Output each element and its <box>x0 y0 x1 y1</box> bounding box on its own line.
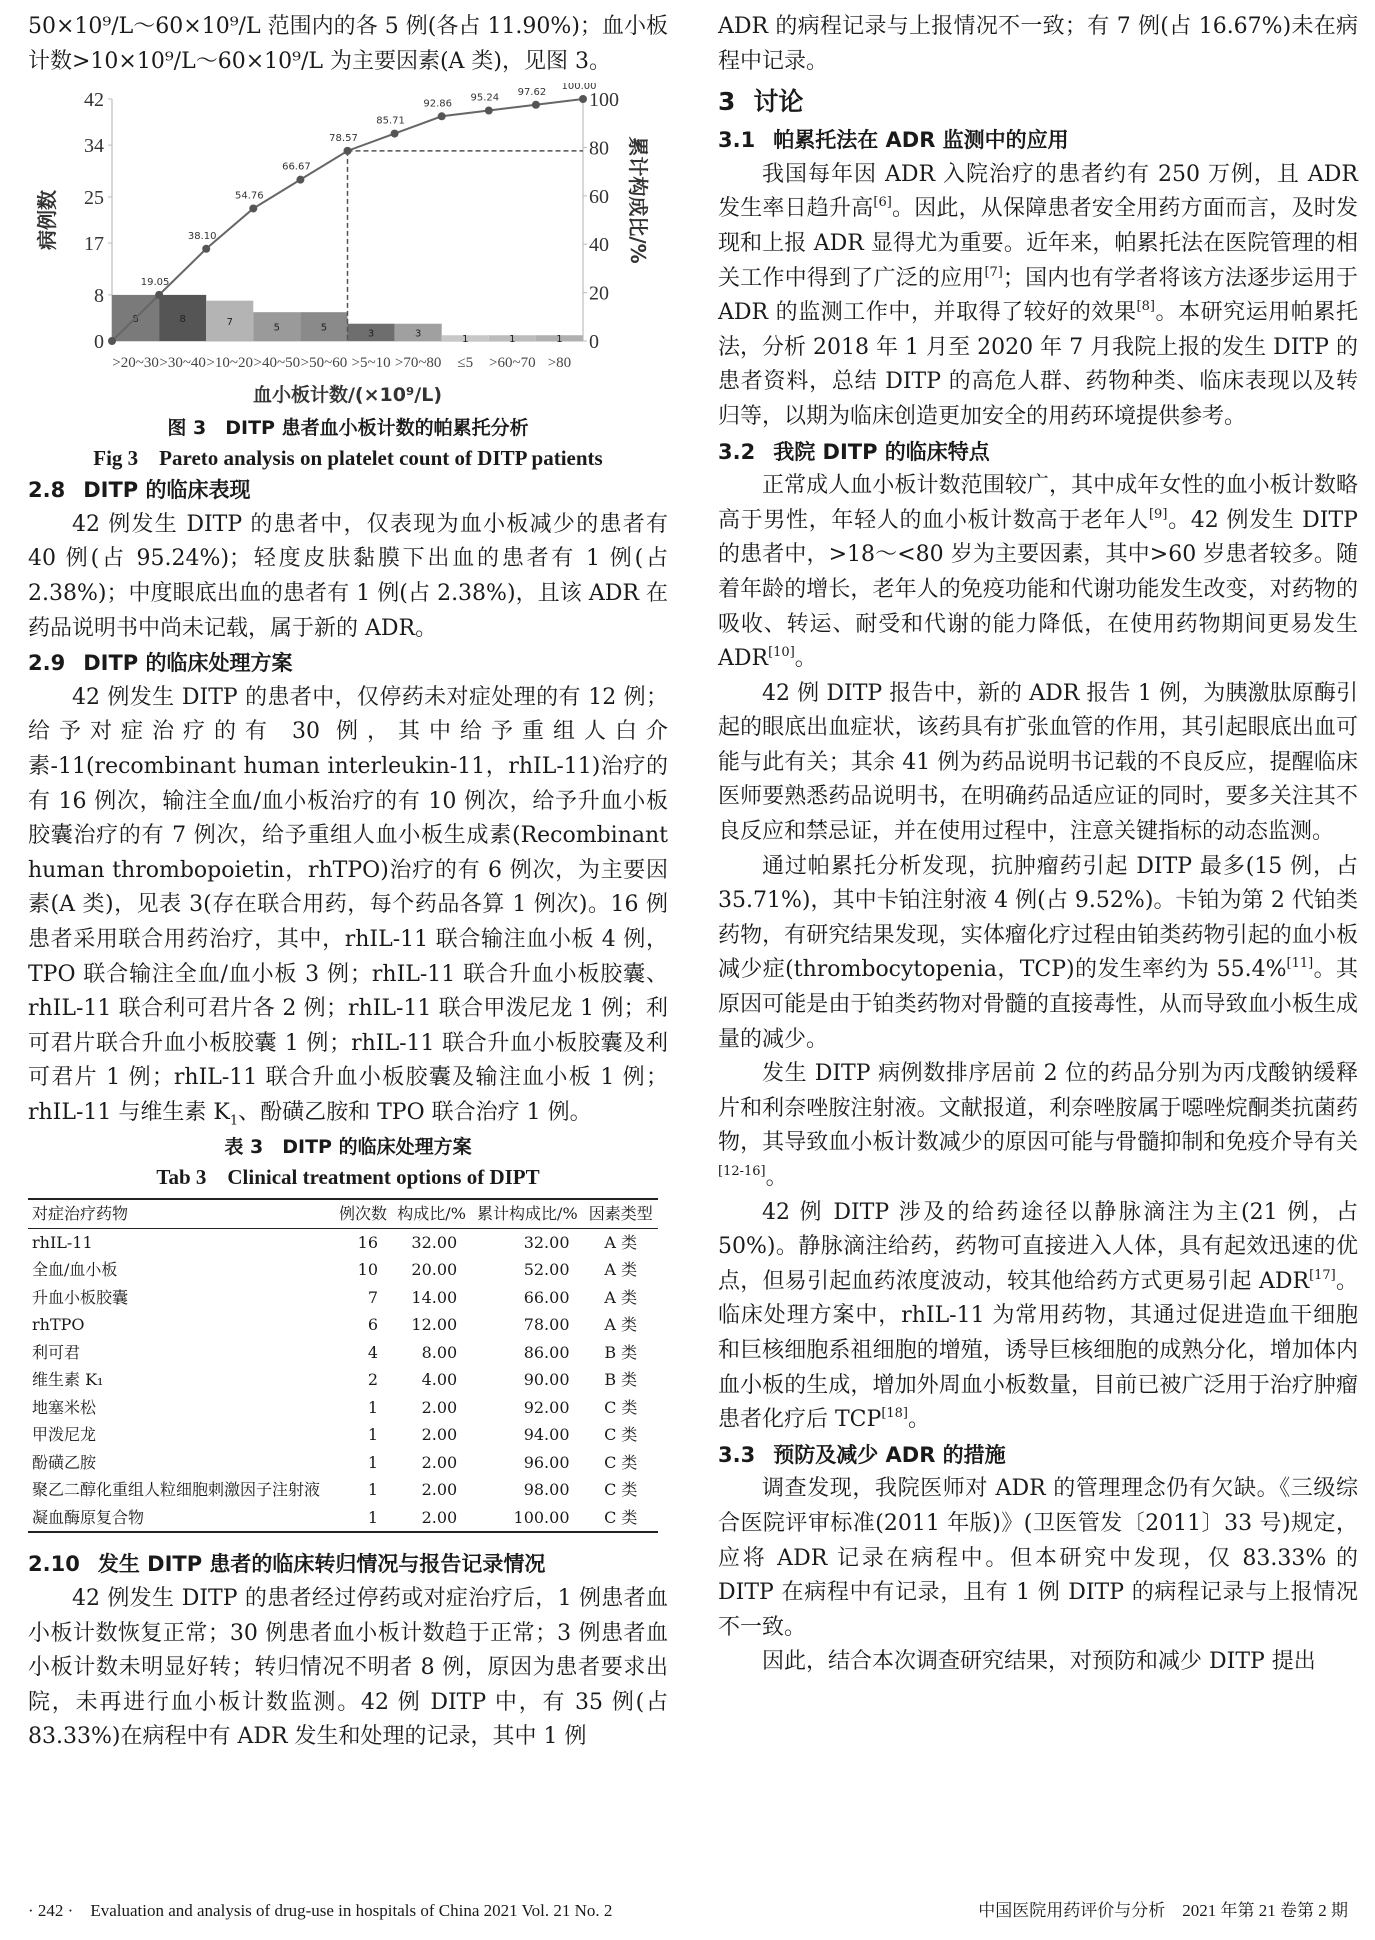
table-cell: C 类 <box>604 1507 638 1527</box>
table-cell: C 类 <box>604 1397 638 1417</box>
cumulative-label: 19.05 <box>140 277 170 289</box>
text-run: 。其原因可能是由于铂类药物对骨髓的直接毒性，从而导致血小板生成量的减少。 <box>718 957 1358 1052</box>
section-title: 发生 DITP 患者的临床转归情况与报告记录情况 <box>97 1552 546 1577</box>
text-run: 我国每年因 ADR 入院治疗的患者约有 250 万例，且 ADR 发生率日趋升高 <box>718 161 1358 222</box>
table-cell: 12.00 <box>411 1315 458 1335</box>
table-cell: 甲泼尼龙 <box>32 1425 97 1445</box>
table-cell: 8.00 <box>421 1342 458 1362</box>
column-header: 构成比/% <box>397 1204 466 1224</box>
table-cell: 全血/血小板 <box>32 1260 118 1280</box>
table-caption-en: Tab 3 Clinical treatment options of DIPT <box>156 1165 540 1190</box>
text-run: 正常成人血小板计数范围较广，其中成年女性的血小板计数略高于男性，年轻人的血小板计数高于老年人 <box>718 473 1358 533</box>
section-3-2-paragraph-3 <box>718 850 1358 1058</box>
table-row <box>28 1366 658 1394</box>
x-tick-label: >10~20 <box>206 355 254 372</box>
text-run: 。本研究运用帕累托法，分析 2018 年 1 月至 2020 年 7 月我院上报的发生 DITP 的患者资料，总结 DITP 的高危人群、药物种类、临床表现以及转归等，以期为临床创造更加安全的用药环境提供参考。 <box>718 300 1358 429</box>
table-row <box>28 1504 658 1533</box>
cumulative-label: 66.67 <box>282 161 311 173</box>
section-3-3-paragraph-2: 因此，结合本次调查研究结果，对预防和减少 DITP 提出 <box>762 1649 1316 1675</box>
text-run: 。 <box>765 1165 788 1190</box>
bar-label: 3 <box>414 328 422 340</box>
table-cell: 86.00 <box>523 1342 570 1362</box>
table-row <box>28 1284 658 1312</box>
column-header: 例次数 <box>339 1204 388 1224</box>
table-cell: 20.00 <box>411 1260 458 1280</box>
table-cell: 52.00 <box>523 1260 570 1280</box>
section-3-2-paragraph-5 <box>718 1196 1358 1438</box>
table-row <box>28 1256 658 1284</box>
table-row <box>28 1311 658 1339</box>
footer-right: 中国医院用药评价与分析 2021 年第 21 卷第 2 期 <box>978 1901 1348 1920</box>
x-axis-title: 血小板计数/(×10⁹/L) <box>252 384 443 407</box>
citation: [6] <box>873 195 892 211</box>
table-cell: 32.00 <box>411 1232 458 1252</box>
cumulative-point <box>296 176 304 184</box>
y-tick-label: 25 <box>84 187 104 210</box>
x-tick-label: >30~40 <box>159 355 206 372</box>
section-3-2-paragraph-2: 42 例 DITP 报告中，新的 ADR 报告 1 例，为胰激肽原酶引起的眼底出血症状，该药具有扩张血管的作用，其引起眼底出血可能与此有关；其余 41 例为药品说明书记载的不良反应，提醒临床医师要熟悉药品说明书，在明确药品适应证的同时，要多关注其不良反应和禁忌证，并在使用过程中，注意关键指标的动态监测。 <box>718 680 1358 845</box>
cumulative-point <box>249 205 257 213</box>
section-3-2-paragraph-1 <box>718 469 1358 677</box>
table-cell: 1 <box>367 1425 378 1445</box>
section-2-8-heading <box>28 473 668 508</box>
subscript: 1 <box>229 1113 239 1129</box>
x-tick-label: >20~30 <box>112 355 159 372</box>
pareto-chart-svg <box>28 83 668 413</box>
bar-label: 5 <box>273 322 281 334</box>
cumulative-point <box>391 130 399 138</box>
y-tick-label: 34 <box>84 135 104 158</box>
citation: [7] <box>984 264 1003 280</box>
citation: [9] <box>1148 506 1168 522</box>
text-run: 通过帕累托分析发现，抗肿瘤药引起 DITP 最多(15 例，占 35.71%)，其中卡铂注射液 4 例(占 9.52%)。卡铂为第 2 代铂类药物，有研究结果发现，实体瘤化疗过程由铂类药物引起的血小板减少症(thrombocytopenia，TCP)的发生率约为 55.4% <box>718 853 1358 983</box>
bar-label: 5 <box>320 322 328 334</box>
table-cell: 4.00 <box>421 1370 458 1390</box>
cumulative-point <box>485 107 493 115</box>
x-tick-label: >50~60 <box>300 355 348 372</box>
citation: [8] <box>1136 299 1155 315</box>
right-column <box>718 10 1358 1680</box>
table-cell: 2.00 <box>421 1480 458 1500</box>
section-3-heading <box>718 83 1358 121</box>
citation: [17] <box>1309 1267 1336 1283</box>
table-row <box>28 1449 658 1477</box>
y-tick-label: 8 <box>94 285 104 308</box>
table-cell: 1 <box>367 1480 378 1500</box>
table-cell: 78.00 <box>523 1315 570 1335</box>
x-tick-label: >70~80 <box>394 355 442 372</box>
table-cell: A 类 <box>604 1232 638 1252</box>
y2-tick-label: 60 <box>589 185 609 208</box>
bar-label: 7 <box>226 317 233 329</box>
citation: [12-16] <box>718 1164 766 1179</box>
y-tick-label: 42 <box>84 89 104 112</box>
table-cell: rhIL-11 <box>32 1232 93 1252</box>
citation: [10] <box>768 645 795 661</box>
y2-tick-label: 40 <box>589 234 609 257</box>
section-title: 帕累托法在 ADR 监测中的应用 <box>773 128 1069 153</box>
section-number: 3 <box>718 87 736 117</box>
cumulative-point <box>532 101 540 109</box>
column-header: 因素类型 <box>588 1204 653 1224</box>
table-cell: 2.00 <box>421 1507 458 1527</box>
text-run: ；国内也有学者将该方法逐步运用于 ADR 的监测工作中，并取得了较好的效果 <box>718 265 1358 326</box>
table-cell: 100.00 <box>513 1507 570 1527</box>
section-title: 预防及减少 ADR 的措施 <box>773 1442 1006 1467</box>
table-cell: A 类 <box>604 1287 638 1307</box>
section-3-1-paragraph <box>718 158 1358 435</box>
table-cell: B 类 <box>604 1342 638 1362</box>
y2-tick-label: 20 <box>589 282 609 305</box>
cumulative-point <box>202 245 210 253</box>
x-tick-label: ≤5 <box>457 355 474 372</box>
table-cell: 92.00 <box>523 1397 570 1417</box>
table-cell: 维生素 K₁ <box>32 1370 104 1390</box>
table-cell: C 类 <box>604 1480 638 1500</box>
section-3-2-heading <box>718 435 1358 470</box>
text-run: 。因此，从保障患者安全用药方面而言，及时发现和上报 ADR 显得尤为重要。近年来，帕累托法在医院管理的相关工作中得到了广泛的应用 <box>718 196 1358 291</box>
left-column <box>28 10 668 1755</box>
section-2-10-paragraph: 42 例发生 DITP 的患者经过停药或对症治疗后，1 例患者血小板计数恢复正常；30 例患者血小板计数趋于正常；3 例患者血小板计数未明显好转；转归情况不明者 8 例，原因为患者要求出院，未再进行血小板计数监测。42 例 DITP 中，有 35 例(占 83.33%)在病程中有 ADR 发生和处理的记录，其中 1 例 <box>28 1586 668 1750</box>
bar-label: 8 <box>132 314 139 326</box>
table-cell: A 类 <box>604 1315 638 1335</box>
table-cell: 6 <box>367 1315 378 1335</box>
table-cell: 酚磺乙胺 <box>32 1452 97 1472</box>
figure-caption-en: Fig 3 Pareto analysis on platelet count of DITP patients <box>93 446 603 471</box>
continued-paragraph: ADR 的病程记录与上报情况不一致；有 7 例(占 16.67%)未在病程中记录。 <box>718 14 1358 74</box>
text-run: 。临床处理方案中，rhIL-11 为常用药物，其通过促进造血干细胞和巨核细胞系祖细胞的增殖，诱导巨核细胞的成熟分化，增加体内血小板的生成，增加外周血小板数量，目前已被广泛用于治疗肿瘤患者化疗后 TCP <box>718 1268 1358 1433</box>
cumulative-label: 97.62 <box>517 86 547 98</box>
text-run: 42 例 DITP 涉及的给药途径以静脉滴注为主(21 例，占 50%)。静脉滴注给药，药物可直接进入人体，具有起效迅速的优点，但易引起血药浓度波动，较其他给药方式更易引起 ADR <box>718 1199 1358 1294</box>
column-header: 对症治疗药物 <box>32 1204 129 1224</box>
column-header: 累计构成比/% <box>477 1204 578 1224</box>
table-row <box>28 1394 658 1422</box>
cumulative-label: 54.76 <box>234 190 264 202</box>
table-cell: 2 <box>367 1370 378 1390</box>
table-cell: 94.00 <box>523 1425 570 1445</box>
section-title: DITP 的临床表现 <box>83 478 251 503</box>
table-cell: 96.00 <box>523 1452 570 1472</box>
bar-label: 1 <box>509 334 516 346</box>
table-cell: 7 <box>367 1287 378 1307</box>
table-cell: 凝血酶原复合物 <box>32 1507 145 1527</box>
cumulative-label: 78.57 <box>329 133 358 145</box>
table-cell: 10 <box>357 1260 378 1280</box>
cumulative-point <box>155 291 163 299</box>
table-cell: A 类 <box>604 1260 638 1280</box>
table-cell: 1 <box>367 1507 378 1527</box>
table-row <box>28 1228 658 1256</box>
y2-axis-title: 累计构成比/% <box>626 136 650 264</box>
text-run: 。42 例发生 DITP 的患者中，>18～<80 岁为主要因素，其中>60 岁患者较多。随着年龄的增长，老年人的免疫功能和代谢功能发生改变，对药物的吸收、转运、耐受和代谢的能力降低，在使用药物期间更易发生 ADR <box>718 507 1358 672</box>
x-tick-label: >60~70 <box>489 355 536 372</box>
table-cell: 1 <box>367 1397 378 1417</box>
figure-caption-cn: 图 3 DITP 患者血小板计数的帕累托分析 <box>167 417 529 440</box>
table-cell: 16 <box>357 1232 378 1252</box>
y2-tick-label: 0 <box>589 331 599 354</box>
cumulative-label: 38.10 <box>187 230 217 242</box>
section-3-3-paragraph-1: 调查发现，我院医师对 ADR 的管理理念仍有欠缺。《三级综合医院评审标准(2011 年版)》(卫医管发〔2011〕33 号)规定，应将 ADR 记录在病程中。但本研究中发现，仅 83.33% 的 DITP 在病程中有记录，且有 1 例 DITP 的病程记录与上报情况不一致。 <box>718 1476 1358 1640</box>
cumulative-label: 85.71 <box>376 115 405 127</box>
cumulative-label: 92.86 <box>423 98 453 110</box>
section-title: 我院 DITP 的临床特点 <box>773 439 990 464</box>
table-cell: 地塞米松 <box>32 1397 97 1417</box>
table-cell: B 类 <box>604 1370 638 1390</box>
table-cell: 4 <box>367 1342 378 1362</box>
bar-label: 3 <box>367 328 375 340</box>
table-row <box>28 1421 658 1449</box>
y-axis-title: 病例数 <box>35 190 59 251</box>
table-cell: C 类 <box>604 1425 638 1445</box>
y-tick-label: 17 <box>84 233 104 256</box>
pareto-chart <box>28 83 668 413</box>
x-tick-label: >80 <box>547 355 572 372</box>
text-run: 、酚磺乙胺和 TPO 联合治疗 1 例。 <box>238 1099 592 1125</box>
table-cell: 66.00 <box>523 1287 570 1307</box>
section-number: 3.2 <box>718 439 756 464</box>
table-cell: 98.00 <box>523 1480 570 1500</box>
text-run: 。 <box>908 1407 931 1433</box>
citation: [18] <box>881 1406 908 1422</box>
section-number: 3.1 <box>718 128 756 153</box>
section-2-9-paragraph <box>28 681 668 1131</box>
cumulative-label: 100.00 <box>561 83 597 93</box>
bar-label: 1 <box>462 334 469 346</box>
section-number: 3.3 <box>718 1442 756 1467</box>
text-run: 发生 DITP 病例数排序居前 2 位的药品分别为丙戊酸钠缓释片和利奈唑胺注射液。文献报道，利奈唑胺属于噁唑烷酮类抗菌药物，其导致血小板计数减少的原因可能与骨髓抑制和免疫介导有关 <box>718 1061 1358 1156</box>
y-tick-label: 0 <box>94 331 104 354</box>
y2-tick-label: 100 <box>589 89 619 112</box>
table-cell: 32.00 <box>523 1232 570 1252</box>
section-title: DITP 的临床处理方案 <box>83 651 293 676</box>
citation: [11] <box>1286 956 1314 972</box>
cumulative-point <box>438 112 446 120</box>
x-tick-label: >40~50 <box>253 355 301 372</box>
text-run: 。 <box>794 646 817 672</box>
x-tick-label: >5~10 <box>351 355 391 372</box>
section-3-2-paragraph-4 <box>718 1057 1358 1195</box>
bar-label: 8 <box>179 314 186 326</box>
table-3 <box>28 1198 658 1533</box>
bar-label: 1 <box>556 334 563 346</box>
section-2-10-heading <box>28 1547 668 1582</box>
table-cell: 2.00 <box>421 1425 458 1445</box>
section-title: 讨论 <box>753 87 804 117</box>
table-cell: 聚乙二醇化重组人粒细胞刺激因子注射液 <box>32 1480 321 1500</box>
section-number: 2.8 <box>28 478 66 503</box>
section-2-8-paragraph: 42 例发生 DITP 的患者中，仅表现为血小板减少的患者有 40 例(占 95.24%)；轻度皮肤黏膜下出血的患者有 1 例(占 2.38%)；中度眼底出血的患者有 1 例(占 2.38%)，且该 ADR 在药品说明书中尚未记载，属于新的 ADR。 <box>28 511 668 641</box>
section-number: 2.9 <box>28 651 66 676</box>
cumulative-point <box>344 147 352 155</box>
table-cell: 利可君 <box>32 1342 81 1362</box>
cumulative-label: 95.24 <box>470 92 500 104</box>
table-cell: 1 <box>367 1452 378 1472</box>
table-cell: C 类 <box>604 1452 638 1472</box>
table-cell: 2.00 <box>421 1452 458 1472</box>
y2-tick-label: 80 <box>589 137 609 160</box>
text-run: 42 例发生 DITP 的患者中，仅停药未对症处理的有 12 例；给予对症治疗的有 30 例，其中给予重组人白介素-11(recombinant human interleukin-11，rhIL-11)治疗的有 16 例次，输注全血/血小板治疗的有 10 例次，给予升血小板胶囊治疗的有 7 例次，给予重组人血小板生成素(Recombinant human thrombopoietin，rhTPO)治疗的有 6 例次，为主要因素(A 类)，见表 3(存在联合用药，每个药品各算 1 例次)。16 例患者采用联合用药治疗，其中，rhIL-11 联合输注血小板 4 例，TPO 联合输注全血/血小板 3 例；rhIL-11 联合升血小板胶囊、rhIL-11 联合利可君片各 2 例；rhIL-11 联合甲泼尼龙 1 例；利可君片联合升血小板胶囊 1 例；rhIL-11 联合升血小板胶囊及利可君片 1 例；rhIL-11 联合升血小板胶囊及输注血小板 1 例；rhIL-11 与维生素 K <box>28 684 668 1125</box>
intro-paragraph: 50×10⁹/L～60×10⁹/L 范围内的各 5 例(各占 11.90%)；血小板计数>10×10⁹/L～60×10⁹/L 为主要因素(A 类)，见图 3。 <box>28 14 668 74</box>
cumulative-point <box>108 337 116 345</box>
section-number: 2.10 <box>28 1552 80 1577</box>
table-cell: 升血小板胶囊 <box>32 1287 129 1307</box>
section-2-9-heading <box>28 646 668 681</box>
table-caption-cn: 表 3 DITP 的临床处理方案 <box>224 1136 472 1159</box>
table-cell: 14.00 <box>411 1287 458 1307</box>
table-row <box>28 1339 658 1367</box>
table-cell: rhTPO <box>32 1315 85 1335</box>
table-row <box>28 1476 658 1504</box>
table-cell: 2.00 <box>421 1397 458 1417</box>
table-cell: 90.00 <box>523 1370 570 1390</box>
section-3-1-heading <box>718 123 1358 158</box>
table-header-row <box>28 1199 658 1228</box>
footer-left: · 242 · Evaluation and analysis of drug-use in hospitals of China 2021 Vol. 21 No. 2 <box>28 1901 613 1920</box>
cumulative-point <box>579 95 587 103</box>
section-3-3-heading <box>718 1438 1358 1473</box>
